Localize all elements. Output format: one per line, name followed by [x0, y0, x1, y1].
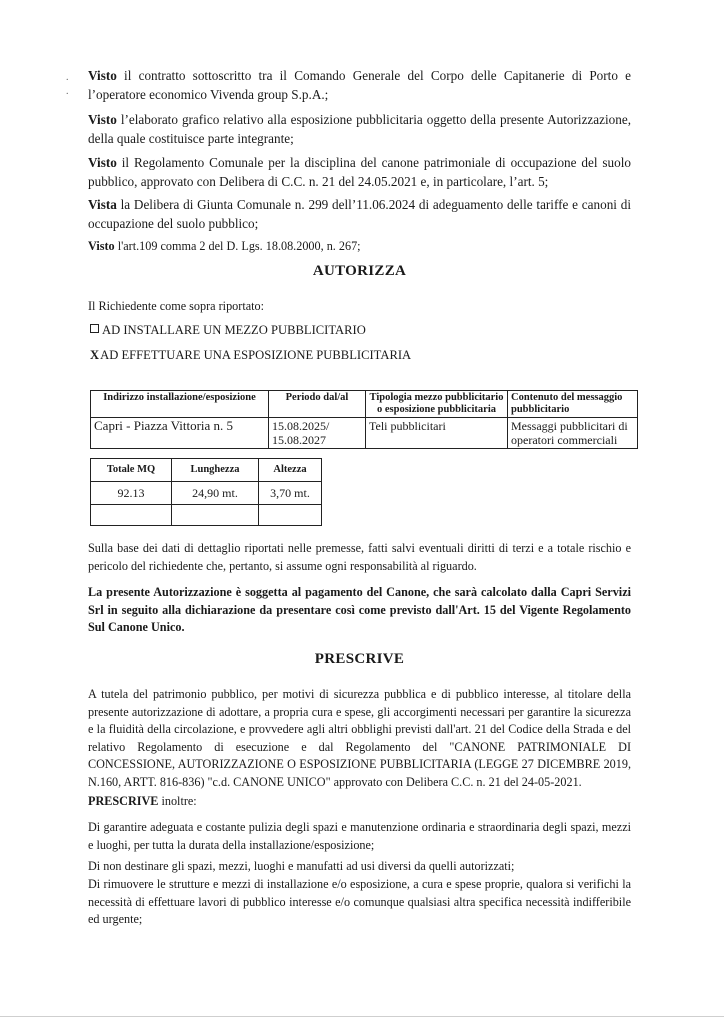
preamble-paragraph: Vista la Delibera di Giunta Comunale n. 299 dell’11.06.2024 di adeguamento delle tariffe e canoni di occupazione del suolo pubblico;: [88, 197, 631, 231]
checkbox-checked-icon: X: [90, 348, 100, 362]
column-header: Periodo dal/al: [269, 391, 366, 418]
margin-mark: .: [66, 72, 69, 83]
dimensions-table: [90, 458, 322, 526]
table-cell: 92.13: [91, 482, 172, 505]
checkbox-unchecked-icon: [90, 324, 99, 333]
preamble-paragraph: Visto l’elaborato grafico relativo alla esposizione pubblicitaria oggetto della presente Autorizzazione, della quale costituisce parte integrante;: [88, 112, 631, 146]
column-header: Totale MQ: [91, 459, 172, 482]
autorizza-heading: AUTORIZZA: [312, 263, 407, 279]
table-row: [91, 418, 638, 449]
preamble-paragraph: Visto il Regolamento Comunale per la disciplina del canone patrimoniale di occupazione del suolo pubblico, approvato con Delibera di C.C. n. 21 del 24.05.2021 e, in particolare, l’art. 5;: [88, 155, 631, 189]
column-header: Indirizzo installazione/esposizione: [91, 391, 269, 418]
margin-mark: .: [66, 86, 69, 97]
column-header: Contenuto del messaggio pubblicitario: [508, 391, 638, 418]
installation-table: [90, 390, 638, 449]
table-cell: Teli pubblicitari: [366, 418, 508, 449]
canone-note: La presente Autorizzazione è soggetta al pagamento del Canone, che sarà calcolato dalla Capri Servizi Srl in seguito alla dichiarazione da presentare così come previsto dall'Art. 15 del Vigente Regolamento Sul Canone Unico.: [88, 585, 631, 634]
prescrive-inoltre: PRESCRIVE inoltre:: [88, 794, 197, 808]
table-cell: [172, 505, 259, 526]
table-row: [91, 482, 322, 505]
table-cell: 24,90 mt.: [172, 482, 259, 505]
table-cell: [259, 505, 322, 526]
list-item: Di rimuovere le strutture e mezzi di installazione e/o esposizione, a cura e spese proprie, qualora si verifichi la necessità di effettuare lavori di pubblico interesse e/o comunque qualsiasi altra specifica necessità indifferibile ed urgente;: [88, 877, 631, 926]
column-header: Lunghezza: [172, 459, 259, 482]
preamble-paragraph: Visto il contratto sottoscritto tra il Comando Generale del Corpo delle Capitanerie di Porto e l’operatore economico Vivenda group S.p.A.;: [88, 68, 631, 102]
table-header-row: [91, 391, 638, 418]
prescrive-body: A tutela del patrimonio pubblico, per motivi di sicurezza pubblica e di pubblico interesse, al titolare della presente autorizzazione di adottare, a propria cura e spese, gli accorgimenti necessari per garantire la sicurezza e la fluidità della circolazione, e provvedere agli altri obblighi previsti dall'art. 21 del Codice della Strada e del relativo Regolamento di esecuzione e dal Regolamento del "CANONE PATRIMONIALE DI CONCESSIONE, AUTORIZZAZIONE O ESPOSIZIONE PUBBLICITARIA (LEGGE 27 DICEMBRE 2019, N.160, ARTT. 816-836) "c.d. CANONE UNICO" approvato con Delibera C.C. n. 21 del 24-05-2021.: [88, 687, 631, 789]
table-row: [91, 505, 322, 526]
page-edge-divider: [0, 1016, 724, 1017]
prescrive-heading: PRESCRIVE: [314, 651, 405, 667]
option-exposure: XAD EFFETTUARE UNA ESPOSIZIONE PUBBLICITARIA: [90, 348, 412, 362]
autorizza-intro: Il Richiedente come sopra riportato:: [88, 299, 264, 313]
column-header: Tipologia mezzo pubblicitario o esposizione pubblicitaria: [366, 391, 508, 418]
column-header: Altezza: [259, 459, 322, 482]
option-install: AD INSTALLARE UN MEZZO PUBBLICITARIO: [90, 323, 366, 338]
table-cell: Capri - Piazza Vittoria n. 5: [91, 418, 269, 449]
table-cell: 3,70 mt.: [259, 482, 322, 505]
table-cell: Messaggi pubblicitari di operatori commerciali: [508, 418, 638, 449]
preamble-paragraph: Visto l'art.109 comma 2 del D. Lgs. 18.08.2000, n. 267;: [88, 239, 361, 253]
table-cell: [91, 505, 172, 526]
list-item: Di garantire adeguata e costante pulizia degli spazi e manutenzione ordinaria e straordinaria degli spazi, mezzi e luoghi, per tutta la durata della installazione/esposizione;: [88, 820, 631, 852]
list-item: Di non destinare gli spazi, mezzi, luoghi e manufatti ad usi diversi da quelli autorizzati;: [88, 859, 515, 873]
table-header-row: [91, 459, 322, 482]
table-cell: 15.08.2025/ 15.08.2027: [269, 418, 366, 449]
disclaimer-paragraph: Sulla base dei dati di dettaglio riportati nelle premesse, fatti salvi eventuali diritti di terzi e a totale rischio e pericolo del richiedente che, pertanto, si assume ogni responsabilità al riguardo.: [88, 541, 631, 573]
